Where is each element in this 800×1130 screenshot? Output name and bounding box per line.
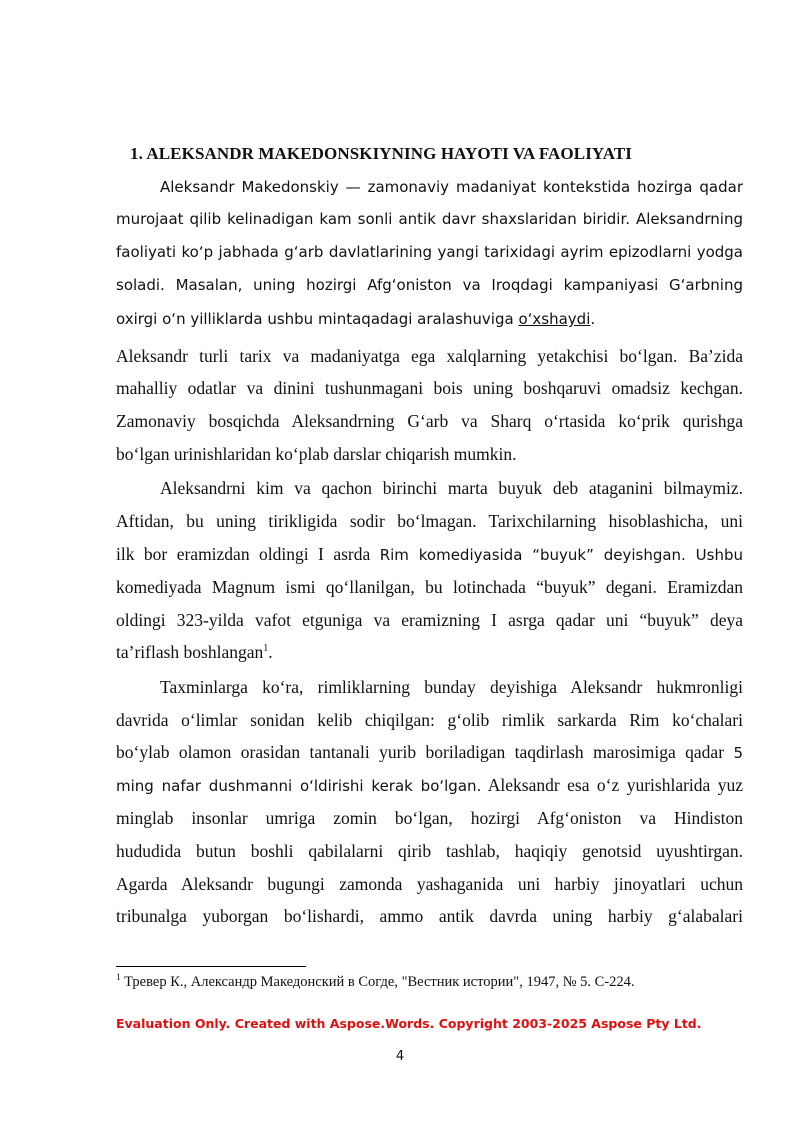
footnote-reference[interactable]: 1 [263, 643, 269, 655]
paragraph-line: bo‘lgan urinishlaridan ko‘plab darslar chiqarish mumkin. [116, 444, 517, 464]
paragraph-line [116, 742, 743, 768]
page-number: 4 [395, 1049, 405, 1064]
text-run: Aleksandr esa o‘z yurishlarida yuz [481, 775, 743, 795]
paragraph-line [116, 775, 743, 801]
text-run: 5 [733, 744, 743, 762]
section-heading: 1. ALEKSANDR MAKEDONSKIYNING HAYOTI VA FAOLIYATI [130, 144, 632, 163]
paragraph-line: murojaat qilib kelinadigan kam sonli antik davr shaxslaridan biridir. Aleksandrning [116, 210, 743, 228]
text-run: ta’riflash boshlangan [116, 642, 264, 662]
paragraph-line: Aleksandrni kim va qachon birinchi marta buyuk deb ataganini bilmaymiz. [160, 478, 743, 498]
underlined-word: o‘xshaydi [518, 310, 591, 328]
paragraph-line: Agarda Aleksandr bugungi zamonda yashaganida uni harbiy jinoyatlari uchun [116, 874, 743, 894]
paragraph-line: oldingi 323-yilda vafot etguniga va eramizning I asrga qadar uni “buyuk” deya [116, 610, 743, 630]
text-run: ming nafar dushmanni o‘ldirishi kerak bo‘lgan. [116, 777, 482, 795]
paragraph-line: davrida o‘limlar sonidan kelib chiqilgan: g‘olib rimlik sarkarda Rim ko‘chalari [116, 710, 743, 730]
footnote-separator [116, 966, 306, 967]
paragraph-line: tribunalga yuborgan bo‘lishardi, ammo antik davrda uning harbiy g‘alabalari [116, 906, 743, 926]
paragraph-line: soladi. Masalan, uning hozirgi Afg‘oniston va Iroqdagi kampaniyasi G‘arbning [116, 276, 743, 294]
evaluation-notice: Evaluation Only. Created with Aspose.Words. Copyright 2003-2025 Aspose Pty Ltd. [116, 1016, 702, 1031]
paragraph-line: mahalliy odatlar va dinini tushunmagani bois uning boshqaruvi omadsiz kechgan. [116, 378, 743, 398]
text-run: ilk bor eramizdan oldingi I asrda [116, 544, 380, 564]
footnote [116, 974, 746, 991]
paragraph-line [116, 642, 743, 668]
paragraph-line: Aleksandr Makedonskiy — zamonaviy madaniyat kontekstida hozirga qadar [160, 178, 743, 196]
paragraph-line: Aleksandr turli tarix va madaniyatga ega xalqlarning yetakchisi bo‘lgan. Ba’zida [116, 346, 743, 366]
paragraph-line: Taxminlarga ko‘ra, rimliklarning bunday deyishiga Aleksandr hukmronligi [160, 677, 743, 697]
paragraph-line: minglab insonlar umriga zomin bo‘lgan, hozirgi Afg‘oniston va Hindiston [116, 808, 743, 828]
paragraph-line: hududida butun boshli qabilalarni qirib tashlab, haqiqiy genotsid uyushtirgan. [116, 841, 743, 861]
paragraph-line: faoliyati ko‘p jabhada g‘arb davlatlarining yangi tarixidagi ayrim epizodlarni yodga [116, 243, 743, 261]
footnote-text: Тревер К., Александр Македонский в Согде, "Вестник истории", 1947, № 5. С-224. [120, 974, 635, 990]
paragraph-line: komediyada Magnum ismi qo‘llanilgan, bu lotinchada “buyuk” degani. Eramizdan [116, 577, 743, 597]
text-run: . [268, 642, 273, 662]
paragraph-line [116, 310, 743, 336]
paragraph-line [116, 544, 743, 570]
text-run: oxirgi o‘n yilliklarda ushbu mintaqadagi aralashuviga [116, 310, 519, 328]
paragraph-line: Aftidan, bu uning tirikligida sodir bo‘lmagan. Tarixchilarning hisoblashicha, uni [116, 511, 743, 531]
text-run: bo‘ylab olamon orasidan tantanali yurib boriladigan taqdirlash marosimiga qadar [116, 742, 734, 762]
paragraph-line: Zamonaviy bosqichda Aleksandrning G‘arb va Sharq o‘rtasida ko‘prik qurishga [116, 411, 743, 431]
footnote-number: 1 [116, 972, 121, 983]
text-run: Rim komediyasida “buyuk” deyishgan. Ushbu [379, 546, 743, 564]
text-run: . [590, 310, 596, 328]
